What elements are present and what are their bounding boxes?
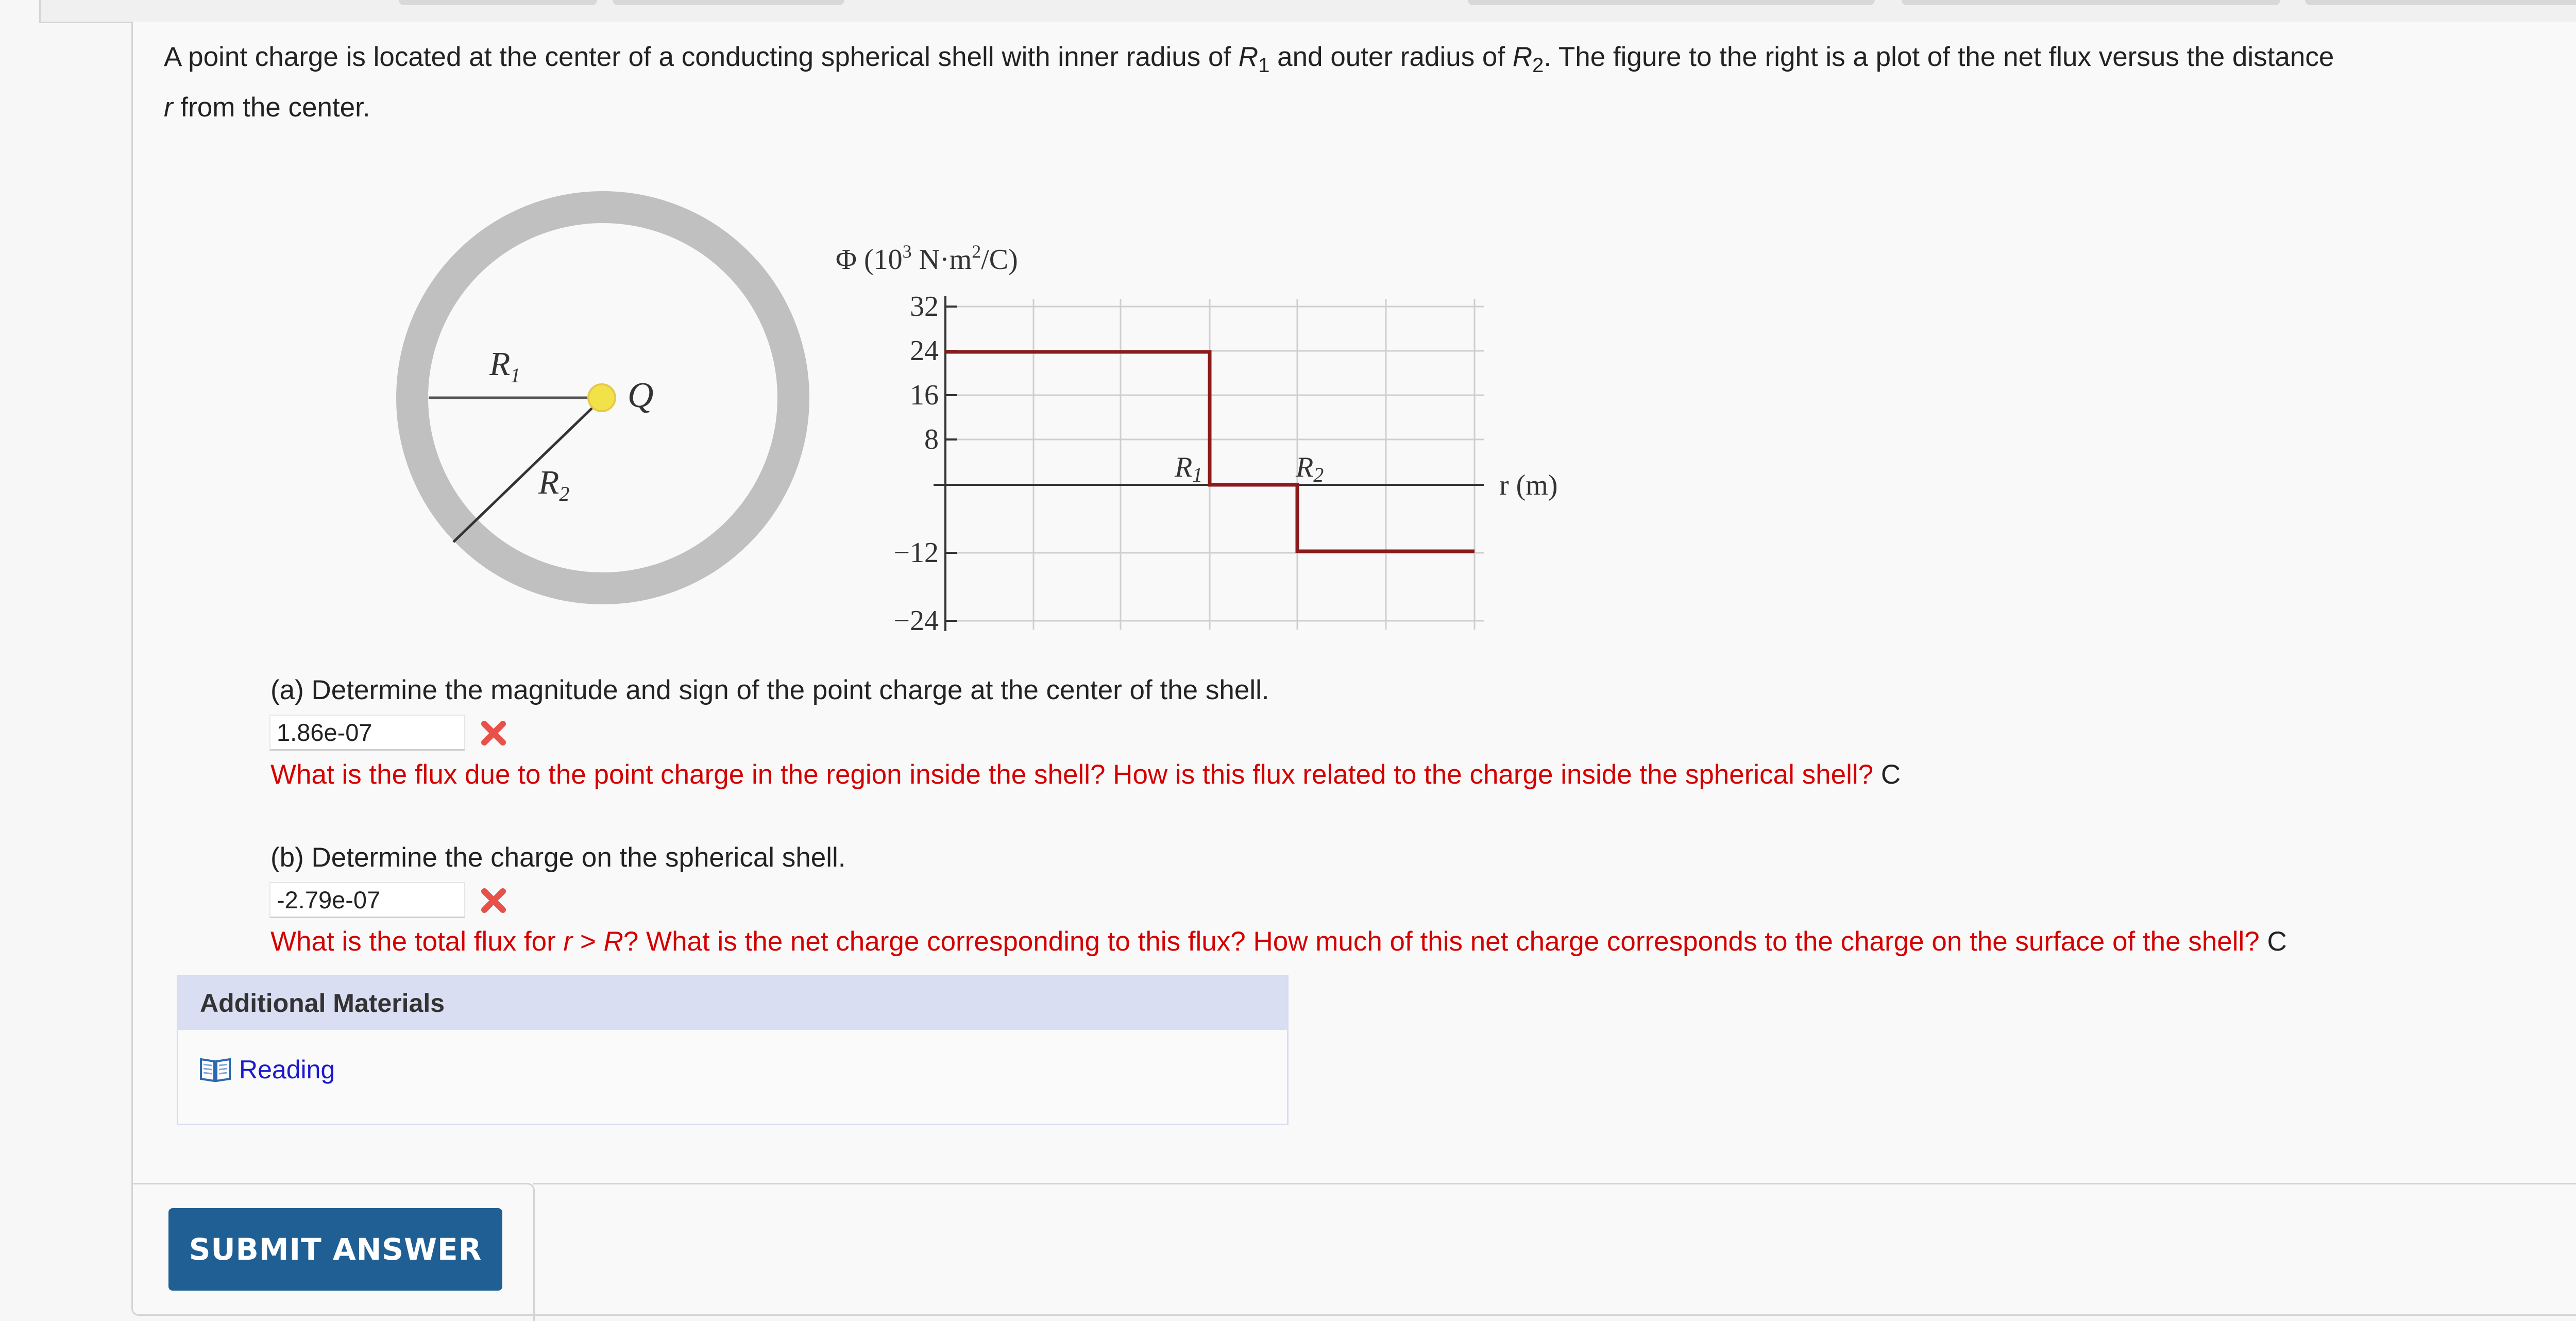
reading-link-label: Reading	[239, 1055, 335, 1084]
x-marker-r2: R2	[1296, 451, 1324, 486]
r1-symbol: R	[1238, 42, 1259, 72]
y-axis-label: Φ ($10^3$ $N\cdot m^2/C$)	[836, 241, 1018, 276]
divider	[533, 1183, 2576, 1184]
x-axis-label: r (m)	[1499, 469, 1558, 501]
reading-link[interactable]	[199, 1055, 335, 1085]
part-a-question: (a) Determine the magnitude and sign of the point charge at the center of the shell.	[270, 675, 1269, 705]
incorrect-icon	[478, 718, 509, 749]
part-a-answer-input[interactable]	[269, 715, 465, 751]
problem-statement: A point charge is located at the center of a conducting spherical shell with inner radius of $R_1$ and outer radius of $R_2$. The figure to the right is a plot of the net flux versus the distance r from the center.	[164, 42, 2334, 123]
point-charge	[588, 384, 615, 411]
shell-label-r1: $R_1$	[489, 345, 521, 387]
flux-chart	[836, 241, 1558, 637]
additional-materials-panel	[177, 975, 1289, 1125]
r2-radius-line	[453, 398, 603, 542]
chart-grid	[945, 299, 1484, 630]
shell-label-r2: $R_2$	[538, 464, 570, 505]
part-b-hint: What is the total flux for r > R? What is the net charge corresponding to this flux? How much of this net charge corresponds to the charge on the surface of the shell? C	[270, 926, 2287, 957]
additional-materials-title: Additional Materials	[178, 976, 1287, 1030]
y-tick-label: 8	[924, 424, 939, 455]
charge-label-q: Q	[628, 376, 654, 415]
book-icon	[199, 1056, 232, 1083]
y-tick-label: 24	[910, 335, 939, 367]
shell-figure	[412, 207, 793, 588]
r2-symbol: R	[1512, 42, 1533, 72]
part-b-question: (b) Determine the charge on the spherical shell.	[270, 842, 846, 873]
part-a-unit: C	[1880, 759, 1901, 790]
y-tick-label: −24	[893, 605, 939, 637]
submit-answer-button[interactable]: SUBMIT ANSWER	[168, 1208, 502, 1291]
x-marker-r1: R1	[1175, 451, 1203, 486]
part-b-answer-input[interactable]	[269, 882, 465, 918]
y-tick-label: 32	[910, 291, 939, 323]
part-a-hint: What is the flux due to the point charge in the region inside the shell? How is this flux related to the charge inside the spherical shell? C	[270, 759, 1901, 790]
y-tick-label: 16	[910, 379, 939, 411]
incorrect-icon	[478, 885, 509, 916]
part-b-unit: C	[2267, 926, 2287, 957]
y-tick-label: −12	[893, 537, 939, 569]
